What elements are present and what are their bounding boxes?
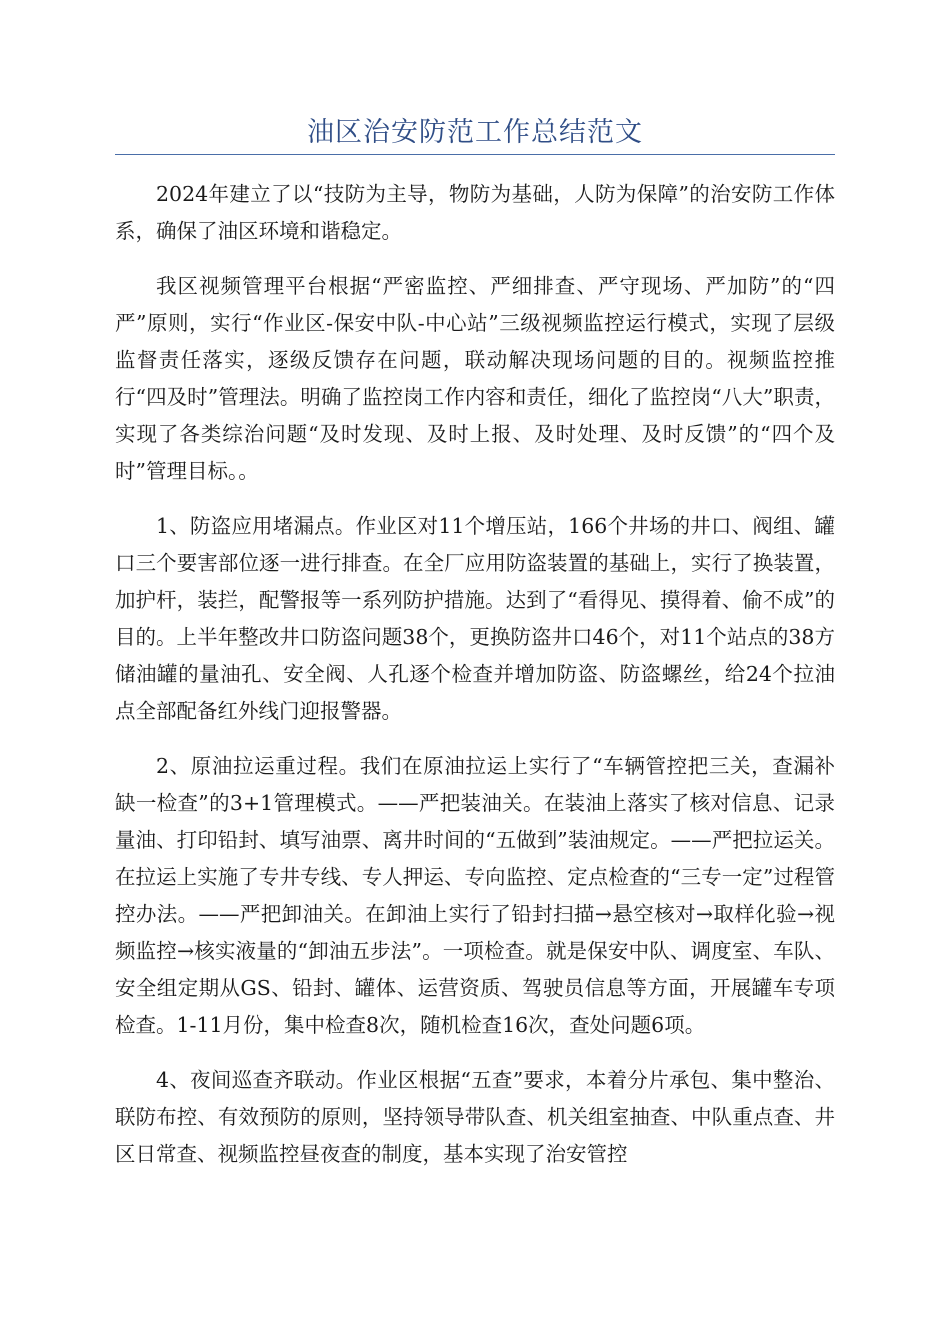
paragraph-crude-transport: 2、原油拉运重过程。我们在原油拉运上实行了“车辆管控把三关，查漏补缺一检查”的3+1管理模式。——严把装油关。在装油上落实了核对信息、记录量油、打印铅封、填写油票、离井时间的“五做到”装油规定。——严把拉运关。在拉运上实施了专井专线、专人押运、专向监控、定点检查的“三专一定”过程管控办法。——严把卸油关。在卸油上实行了铅封扫描→悬空核对→取样化验→视频监控→核实液量的“卸油五步法”。一项检查。就是保安中队、调度室、车队、安全组定期从GS、铅封、罐体、运营资质、驾驶员信息等方面，开展罐车专项检查。1-11月份，集中检查8次，随机检查16次，查处问题6项。 — [115, 754, 835, 1037]
paragraph-anti-theft: 1、防盗应用堵漏点。作业区对11个增压站，166个井场的井口、阀组、罐口三个要害部位逐一进行排查。在全厂应用防盗装置的基础上，实行了换装置，加护杆，装拦，配警报等一系列防护措施。达到了“看得见、摸得着、偷不成”的目的。上半年整改井口防盗问题38个，更换防盗井口46个，对11个站点的38方储油罐的量油孔、安全阀、人孔逐个检查并增加防盗、防盗螺丝，给24个拉油点全部配备红外线门迎报警器。 — [115, 514, 835, 723]
paragraph-intro: 2024年建立了以“技防为主导，物防为基础，人防为保障”的治安防工作体系，确保了油区环境和谐稳定。 — [115, 182, 835, 243]
paragraph-video-monitoring: 我区视频管理平台根据“严密监控、严细排查、严守现场、严加防”的“四严”原则，实行“作业区-保安中队-中心站”三级视频监控运行模式，实现了层级监督责任落实，逐级反馈存在问题，联动解决现场问题的目的。视频监控推行“四及时”管理法。明确了监控岗工作内容和责任，细化了监控岗“八大”职责，实现了各类综治问题“及时发现、及时上报、及时处理、及时反馈”的“四个及时”管理目标。。 — [115, 274, 835, 483]
page-title: 油区治安防范工作总结范文 — [307, 117, 643, 148]
paragraph-night-patrol: 4、夜间巡查齐联动。作业区根据“五查”要求，本着分片承包、集中整治、联防布控、有效预防的原则，坚持领导带队查、机关组室抽查、中队重点查、井区日常查、视频监控昼夜查的制度，基本实现了治安管控 — [115, 1068, 835, 1166]
document-body — [115, 176, 835, 1191]
title-underline — [115, 154, 835, 155]
